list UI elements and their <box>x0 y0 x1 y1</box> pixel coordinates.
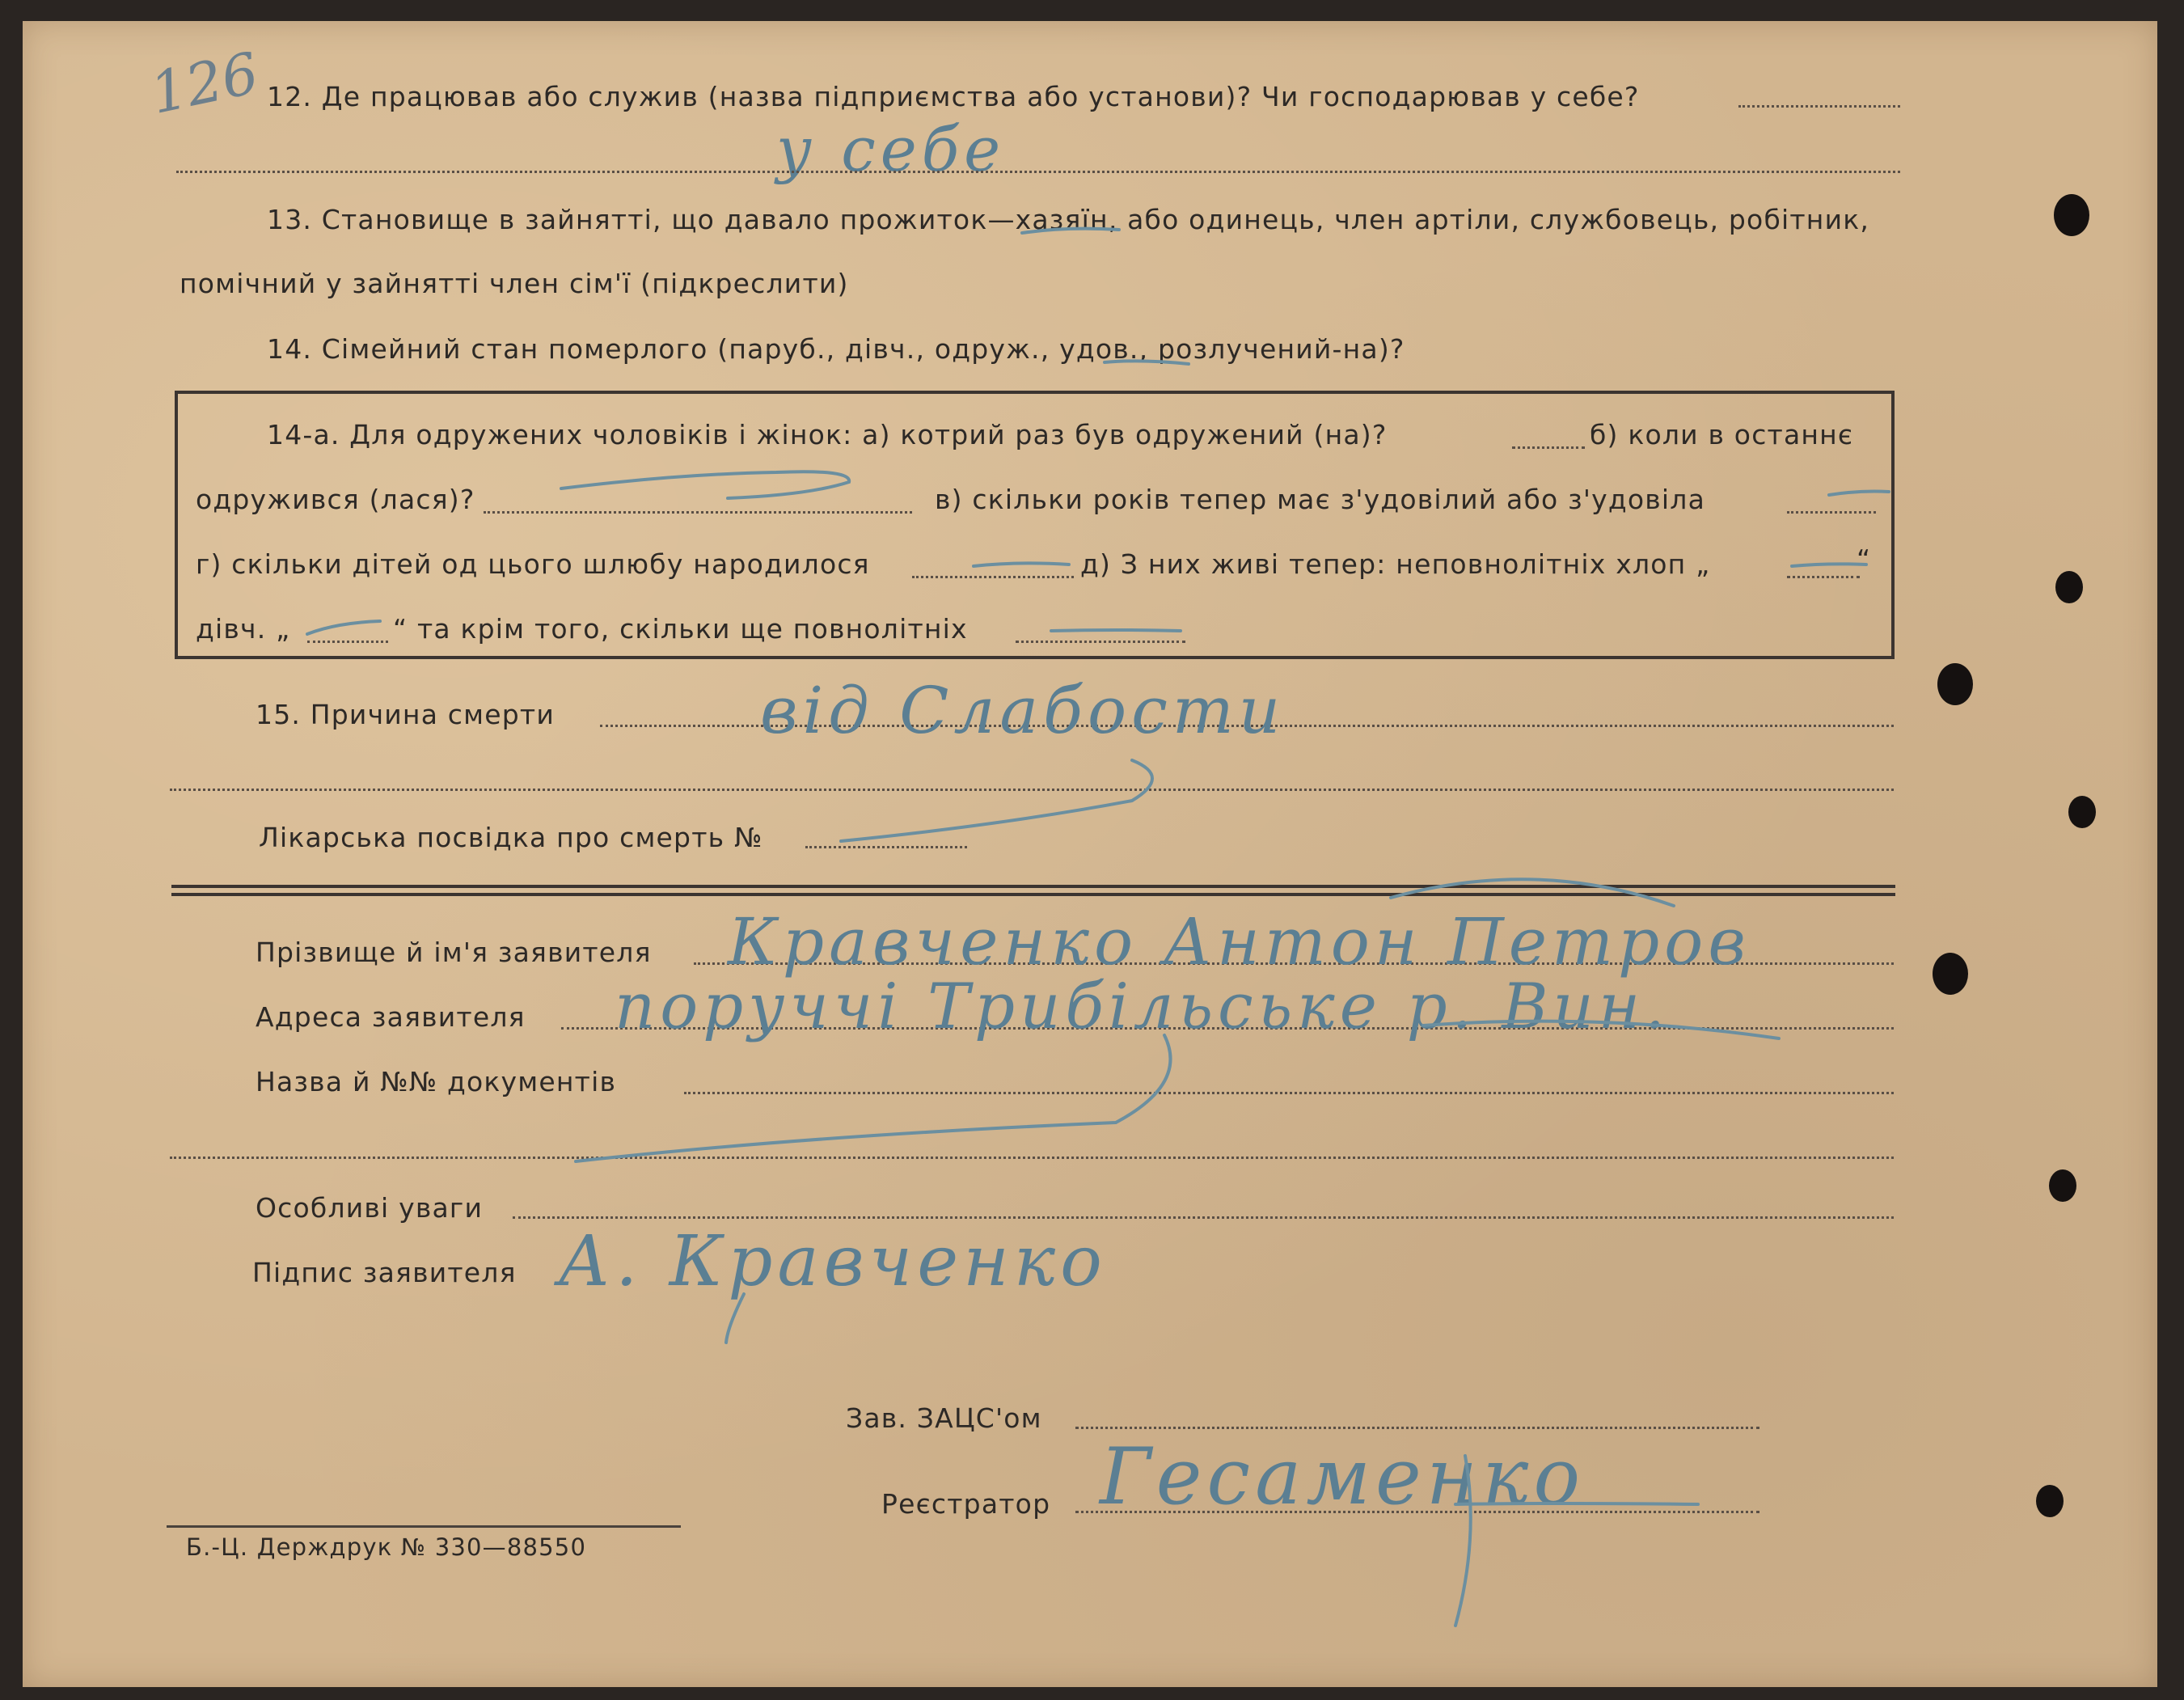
q14a-line3a: г) скільки дітей од цього шлюбу народилося <box>196 548 870 580</box>
q12-label: 12. Де працював або служив (назва підприємства або установи)? Чи господарював у себе? <box>267 81 1640 112</box>
q14a-line1: 14-а. Для одружених чоловіків і жінок: а) котрий раз був одружений (на)? <box>267 419 1388 450</box>
q13-label-line1: 13. Становище в зайнятті, що давало прожиток—хазяїн, або одинець, член артіли, службовець, робітник, <box>267 204 1870 235</box>
q14a-line4b: “ та крім того, скільки ще повнолітніх <box>393 613 968 645</box>
notes-label: Особливі уваги <box>256 1192 484 1224</box>
q13-label-line2: помічний у зайнятті член сім'ї (підкреслити) <box>180 268 849 299</box>
medical-label: Лікарська посвідка про смерть № <box>259 822 763 853</box>
applicant-signature: А. Кравченко <box>558 1221 1107 1302</box>
q14-label: 14. Сімейний стан померлого (паруб., дівч., одруж., удов., розлучений-на)? <box>267 333 1405 365</box>
q14a-line2b: в) скільки років тепер має з'удовілий або з'удовіла <box>935 484 1705 515</box>
q14a-line3b: д) З них живі тепер: неповнолітніх хлоп „ <box>1080 548 1711 580</box>
q14a-line2a: одружився (лася)? <box>196 484 475 515</box>
q15-answer: від Слабости <box>760 673 1286 748</box>
punch-hole <box>1937 663 1973 705</box>
punch-hole <box>2054 194 2089 236</box>
applicant-address-label: Адреса заявителя <box>256 1001 526 1033</box>
q14a-line1b: б) коли в останнє <box>1590 419 1854 450</box>
q15-label: 15. Причина смерти <box>256 699 555 730</box>
applicant-name-label: Прізвище й ім'я заявителя <box>256 937 652 968</box>
punch-hole <box>2055 571 2083 603</box>
punch-hole <box>2049 1169 2076 1202</box>
applicant-name-value: Кравченко Антон Петров <box>728 904 1751 979</box>
signature-label: Підпис заявителя <box>252 1257 517 1288</box>
applicant-address-value: поруччі Трибільське р. Вин. <box>615 971 1670 1043</box>
registrar-signature: Гесаменко <box>1100 1431 1586 1522</box>
registrar-label: Реєстратор <box>881 1488 1051 1520</box>
q14a-line4a: дівч. „ <box>196 613 291 645</box>
q12-answer: у себе <box>776 113 1006 185</box>
q14a-line3c: “ <box>1857 543 1872 575</box>
printer-imprint: Б.-Ц. Держдрук № 330—88550 <box>186 1533 587 1561</box>
head-label: Зав. ЗАЦС'ом <box>846 1402 1042 1434</box>
archive-number: 126 <box>144 40 264 127</box>
punch-hole <box>2068 796 2096 828</box>
applicant-docs-label: Назва й №№ документів <box>256 1066 617 1097</box>
punch-hole <box>2036 1485 2064 1517</box>
punch-hole <box>1933 953 1968 995</box>
